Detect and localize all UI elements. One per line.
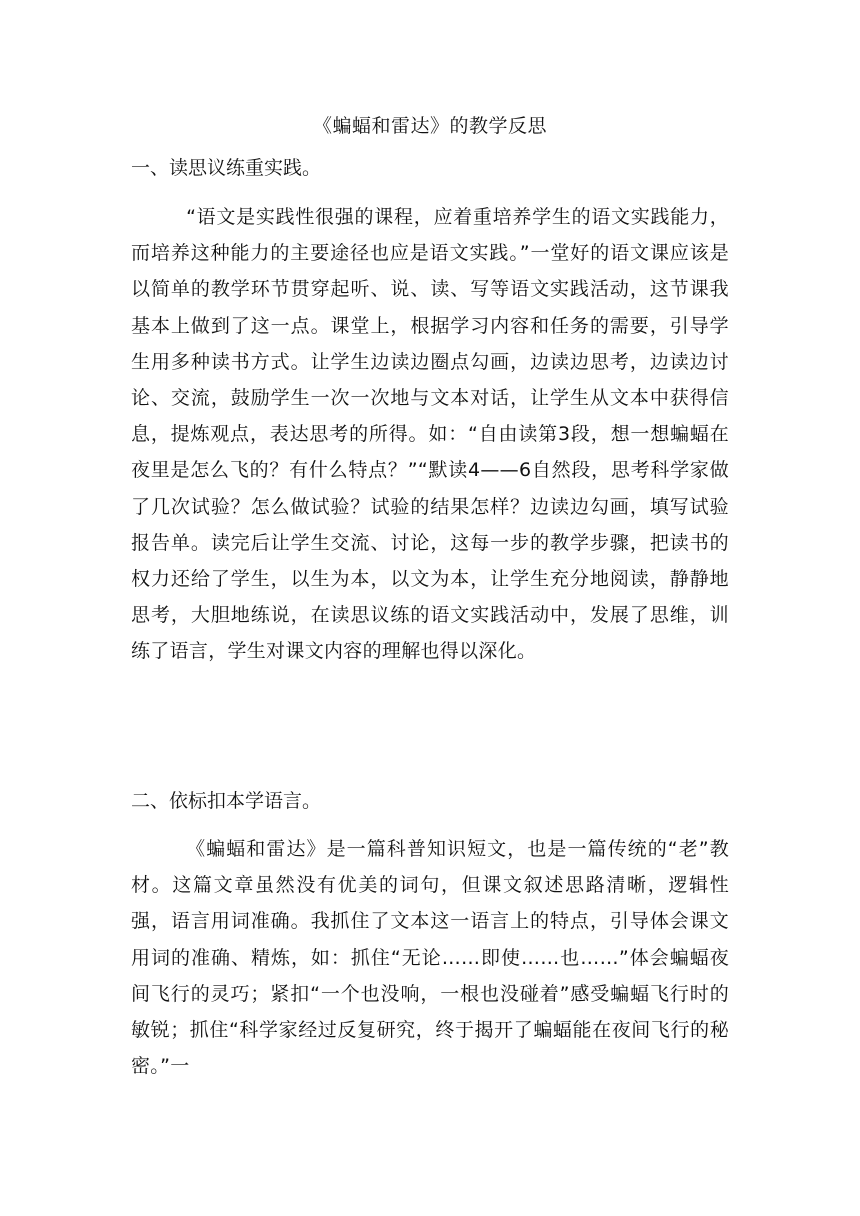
section-paragraph-1: “语文是实践性很强的课程，应着重培养学生的语文实践能力，而培养这种能力的主要途径也应是语文实践。”一堂好的语文课应该是以简单的教学环节贯穿起听、说、读、写等语文实践活动，这节课我基本上做到了这一点。课堂上，根据学习内容和任务的需要，引导学生用多种读书方式。让学生边读边圈点勾画，边读边思考，边读边讨论、交流，鼓励学生一次一次地与文本对话，让学生从文本中获得信息，提炼观点，表达思考的所得。如：“自由读第3段，想一想蝙蝠在夜里是怎么飞的？有什么特点？”“默读4——6自然段，思考科学家做了几次试验？怎么做试验？试验的结果怎样？边读边勾画，填写试验报告单。读完后让学生交流、讨论，这每一步的教学步骤，把读书的权力还给了学生，以生为本，以文为本，让学生充分地阅读，静静地思考，大胆地练说，在读思议练的语文实践活动中，发展了思维，训练了语言，学生对课文内容的理解也得以深化。: [131, 206, 729, 663]
section-heading-2: 二、依标扣本学语言。: [131, 790, 322, 812]
section-heading-1: 一、读思议练重实践。: [131, 157, 322, 179]
section-paragraph-2: 《蝙蝠和雷达》是一篇科普知识短文，也是一篇传统的“老”教材。这篇文章虽然没有优美的词句，但课文叙述思路清晰，逻辑性强，语言用词准确。我抓住了文本这一语言上的特点，引导体会课文用词的准确、精炼，如：抓住“无论……即使……也……”体会蝙蝠夜间飞行的灵巧；紧扣“一个也没响，一根也没碰着”感受蝙蝠飞行时的敏锐；抓住“科学家经过反复研究，终于揭开了蝙蝠能在夜间飞行的秘密。”一: [131, 838, 729, 1078]
document-title: 《蝙蝠和雷达》的教学反思: [312, 115, 547, 137]
